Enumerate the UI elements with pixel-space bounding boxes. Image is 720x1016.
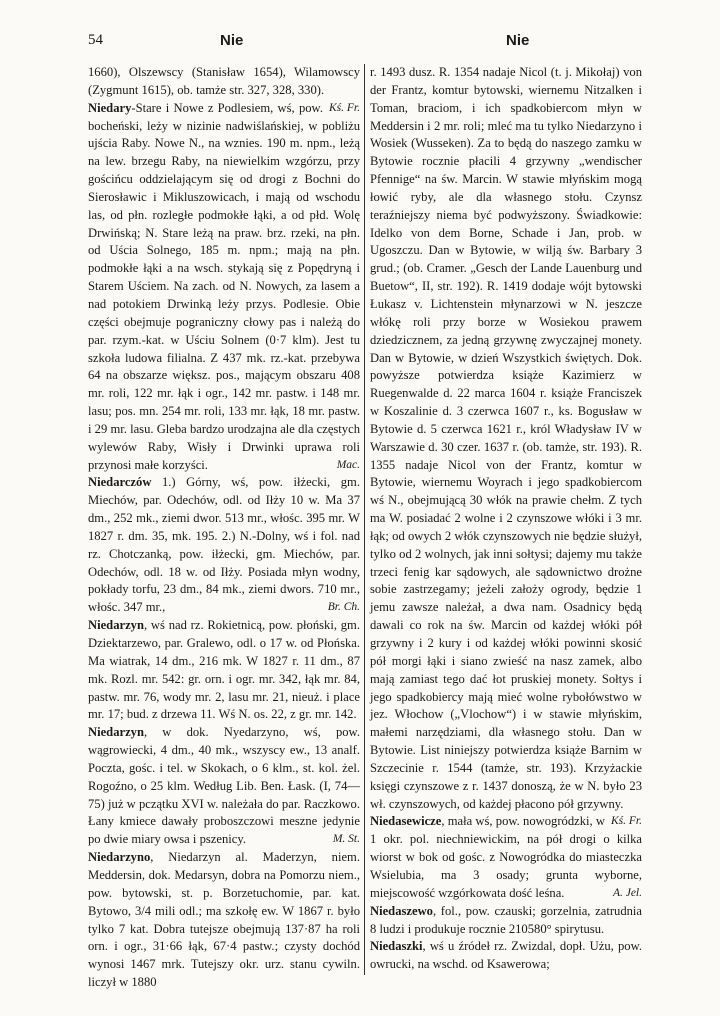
- entry-text: r. 1493 dusz. R. 1354 nadaje Nicol (t. j. Mikołaj) von der Frantz, komtur bytowski, wiernemu Nitzalken i Toman, braciom, i ich spadkobiercom młyn w Meddersin i 2 mr. roli; mleć ma tu tylko Niedarzyno i Wosiek (Wusseken). Za to będą do naszego zamku w Bytowie rocznie płacili 4 grzywny „wendischer Pfennige“ na św. Marcin. W stawie młyńskim mogą łowić ryby, ale dla własnego stołu. Czynsz teraźniejszy niema być podwyższony. Świadkowie: Idelko von dem Borne, Schade i Jan, prob. w Ugoszczu. Dan w Bytowie, w wilją św. Barbary 3 grud.; (ob. Cramer. „Gesch der Lande Lauenburg und Buetow“, II, str. 192). R. 1419 dodaje wójt bytowski Łukasz v. Lichtenstein młynarzowi w N. jeszcze włókę roli przy borze w Wosiekou prawem dziedzicznem, za jedną grzywnę zwyczajnej monety. Dan w Bytowie, w dzień Wszystkich świętych. Dok. powyższe potwierdza książe Kazimierz w Ruegenwalde d. 22 marca 1604 r. książe Franciszek w Koszalinie d. 3 czerwca 1607 r., ks. Bogusław w Bytowie d. 5 czerwca 1621 r., król Władysław IV w Warszawie d. 30 czer. 1637 r. (ob. tamże, str. 193). R. 1355 nadaje Nicol von der Frantz, komtur w Bytowie, wiernemu Woyrach i jego spadkobiercom wś N., obejmującą 30 włók na prawie chełm. Z tych ma W. posiadać 2 wolne i 2 czynszowe włóki i 3 mr. łąk; od owych 2 włók czynszowych nie będzie służył, tylko od 2 wolnych, jak inni sołtysi; dajemy mu także trzeci fenig kar sądowych, ale sądownictwo drożne sobie zastrzegamy; jeżeli założy ogrody, będzie 1 jemu zawsze należał, a dwa nam. Osadnicy będą dawali co rok na św. Marcin od każdej włóki pół grzywny i 2 kury i od każdej włóki powinni skosić pół morgi łąki i siano zwieść na nasz zamek, albo mają zamiast tego dać łot pruskiej monety. Sołtys i jego spadkobiercy mają mieć wolne rybołówstwo w jez. Włochow („Vlochow“) i w stawie młyńskim, małemi narzędziami, dla własnego stołu. Dan w Bytowie. List niniejszy potwierdza książe Barnim w Szczecinie r. 1544 (tamże, str. 193). Krzyżackie księgi czynszowe z r. 1437 donoszą, że w N. było 23 wł. czynszowych, od każdej płacono pół grzywny.: [370, 65, 642, 811]
- entry-headword: Niedarzyn: [88, 618, 144, 633]
- entry-text: , Niedarzyn al. Maderzyn, niem. Meddersin, dok. Medarsyn, dobra na Pomorzu niem., pow. bytowski, st. p. Borzetuchomie, par. kat. Bytowo, 3/4 mili odl.; ma szkołę ew. W 1867 r. było tylko 7 kat. Dobra tutejsze obejmują 137·87 ha roli orn. i ogr., 31·66 łąk, 67·4 pastw.; czysty dochód wynosi 1467 mrk. Tutejszy okr. urz. stanu cywiln. liczył w 1880: [88, 850, 360, 990]
- entry: [88, 724, 360, 849]
- author-signature: Mac.: [336, 458, 360, 471]
- entry-headword: Niedary: [88, 100, 132, 115]
- entry-text: 1660), Olszewscy (Stanisław 1654), Wilamowscy (Zygmunt 1615), ob. tamże str. 327, 328, 330).: [88, 65, 360, 97]
- author-signature: M. St.: [332, 833, 360, 846]
- entry-text: -Stare i Nowe z Podlesiem, wś, pow. bocheński, leży w nizinie nadwiślańskiej, w pobliżu ujścia Raby. Nowe N., na wznies. 190 m. npm., leżą na lew. brzegu Raby, na niewielkim wzgórzu, przy gościńcu oddzielającym się od drogi z Bochni do Sierosławic i Mikluszowicach, i mają od wschodu las, od płn. rozległe podmokłe łąki, a od płd. Wolę Drwińską; N. Stare leżą na praw. brz. rzeki, na płn. od Uścia Solnego, 185 m. npm.; mają na płn. podmokłe łąki a na wsch. stykają się z Popędryną i Starem Uściem. Na zach. od N. Nowych, za lasem a nad potokiem Drwinką leży przys. Podlesie. Obie części obejmuje pograniczny cłowy pas i należą do par. rzym.-kat. w Uściu Solnem (0·7 klm). Jest tu szkoła ludowa filialna. Z 437 mk. rz.-kat. przebywa 64 na obszarze większ. pos., mającym obszaru 408 mr. roli, 122 mr. łąk i ogr., 142 mr. pastw. i 148 mr. lasu; pos. mn. 254 mr. roli, 133 mr. łąk, 18 mr. pastw. i 29 mr. lasu. Gleba bardzo urodzajna ale dla częstych wylewów Raby, Wisły i Drwinki uprawa roli przynosi małe korzyści.: [88, 100, 360, 472]
- entry: [88, 849, 360, 992]
- entry: [88, 474, 360, 617]
- page-header: [88, 32, 694, 54]
- entry: [370, 813, 642, 902]
- author-signature: A. Jel.: [612, 886, 642, 899]
- column-divider: [364, 64, 365, 975]
- entry-text: , wś u źródeł rz. Zwizdal, dopł. Użu, pow. owrucki, na wschd. od Ksawerowa;: [370, 939, 642, 972]
- entry-text: 1.) Górny, wś, pow. iłżecki, gm. Miechów, par. Odechów, odl. od Iłży 10 w. Ma 37 dm., 252 mk., ziemi dwor. 513 mr., włośc. 395 mr. W 1827 r. dm. 35, mk. 195. 2.) N.-Dolny, wś i fol. nad rz. Chotczanką, pow. iłżecki, gm. Miechów, par. Odechów, odl. 18 w. od Iłży. Posiada młyn wodny, pokłady torfu, 23 dm., 84 mk., ziemi dwors. 710 mr., włośc. 347 mr.,: [88, 475, 360, 615]
- right-column: [370, 64, 642, 974]
- entry: [370, 903, 642, 939]
- entry: [88, 100, 360, 475]
- entry-headword: Niedaszki: [370, 939, 423, 954]
- author-signature: Br. Ch.: [327, 601, 360, 614]
- entry-headword: Niedarczów: [88, 475, 152, 490]
- entry: [370, 938, 642, 974]
- page-number: 54: [88, 32, 103, 48]
- running-headword-left: Nie: [220, 32, 244, 49]
- entry-headword: Niedasewicze: [370, 814, 442, 829]
- entry-text: , wś nad rz. Rokietnicą, pow. płoński, gm. Dziektarzewo, par. Gralewo, odl. o 17 w. od Płońska. Ma wiatrak, 14 dm., 216 mk. W 1827 r. 11 dm., 87 mk. Rozl. mr. 542: gr. orn. i ogr. mr. 342, łąk mr. 84, pastw. mr. 76, wody mr. 2, lasu mr. 21, nieuż. i place mr. 17; bud. z drzewa 11. Wś N. os. 22, z gr. mr. 142.: [88, 618, 360, 722]
- entry-text: , fol., pow. czauski; gorzelnia, zatrudnia 8 ludzi i produkuje rocznie 210580° spirytusu.: [370, 903, 642, 936]
- entry-headword: Niedaszewo: [370, 903, 433, 918]
- entry-text: , mała wś, pow. nowogródzki, w 1 okr. pol. niechniewickim, na pół drogi o kilka wiorst w bok od gośc. z Nowogródka do miasteczka Wsielubia, ma 3 osady; grunta wyborne, miejscowość wzgórkowata dość leśna.: [370, 814, 642, 900]
- author-signature: Kś. Fr.: [329, 101, 360, 114]
- author-signature: Kś. Fr.: [611, 815, 642, 828]
- entry-text: , w dok. Nyedarzyno, wś, pow. wągrowiecki, 4 dm., 40 mk., wszyscy ew., 13 analf. Poczta, gośc. i tel. w Skokach, o 6 klm., st. kol. żel. Rogoźno, o 25 klm. Według Lib. Ben. Łask. (I, 74—75) już w pczątku XVI w. należała do par. Raczkowo. Łany kmiece dawały proboszczowi meszne jedynie po dwie miary owsa i pszenicy.: [88, 725, 360, 847]
- left-column: [88, 64, 360, 992]
- running-headword-right: Nie: [506, 32, 530, 49]
- entry: [88, 617, 360, 724]
- entry-headword: Niedarzyn: [88, 725, 144, 740]
- entry-headword: Niedarzyno: [88, 850, 151, 865]
